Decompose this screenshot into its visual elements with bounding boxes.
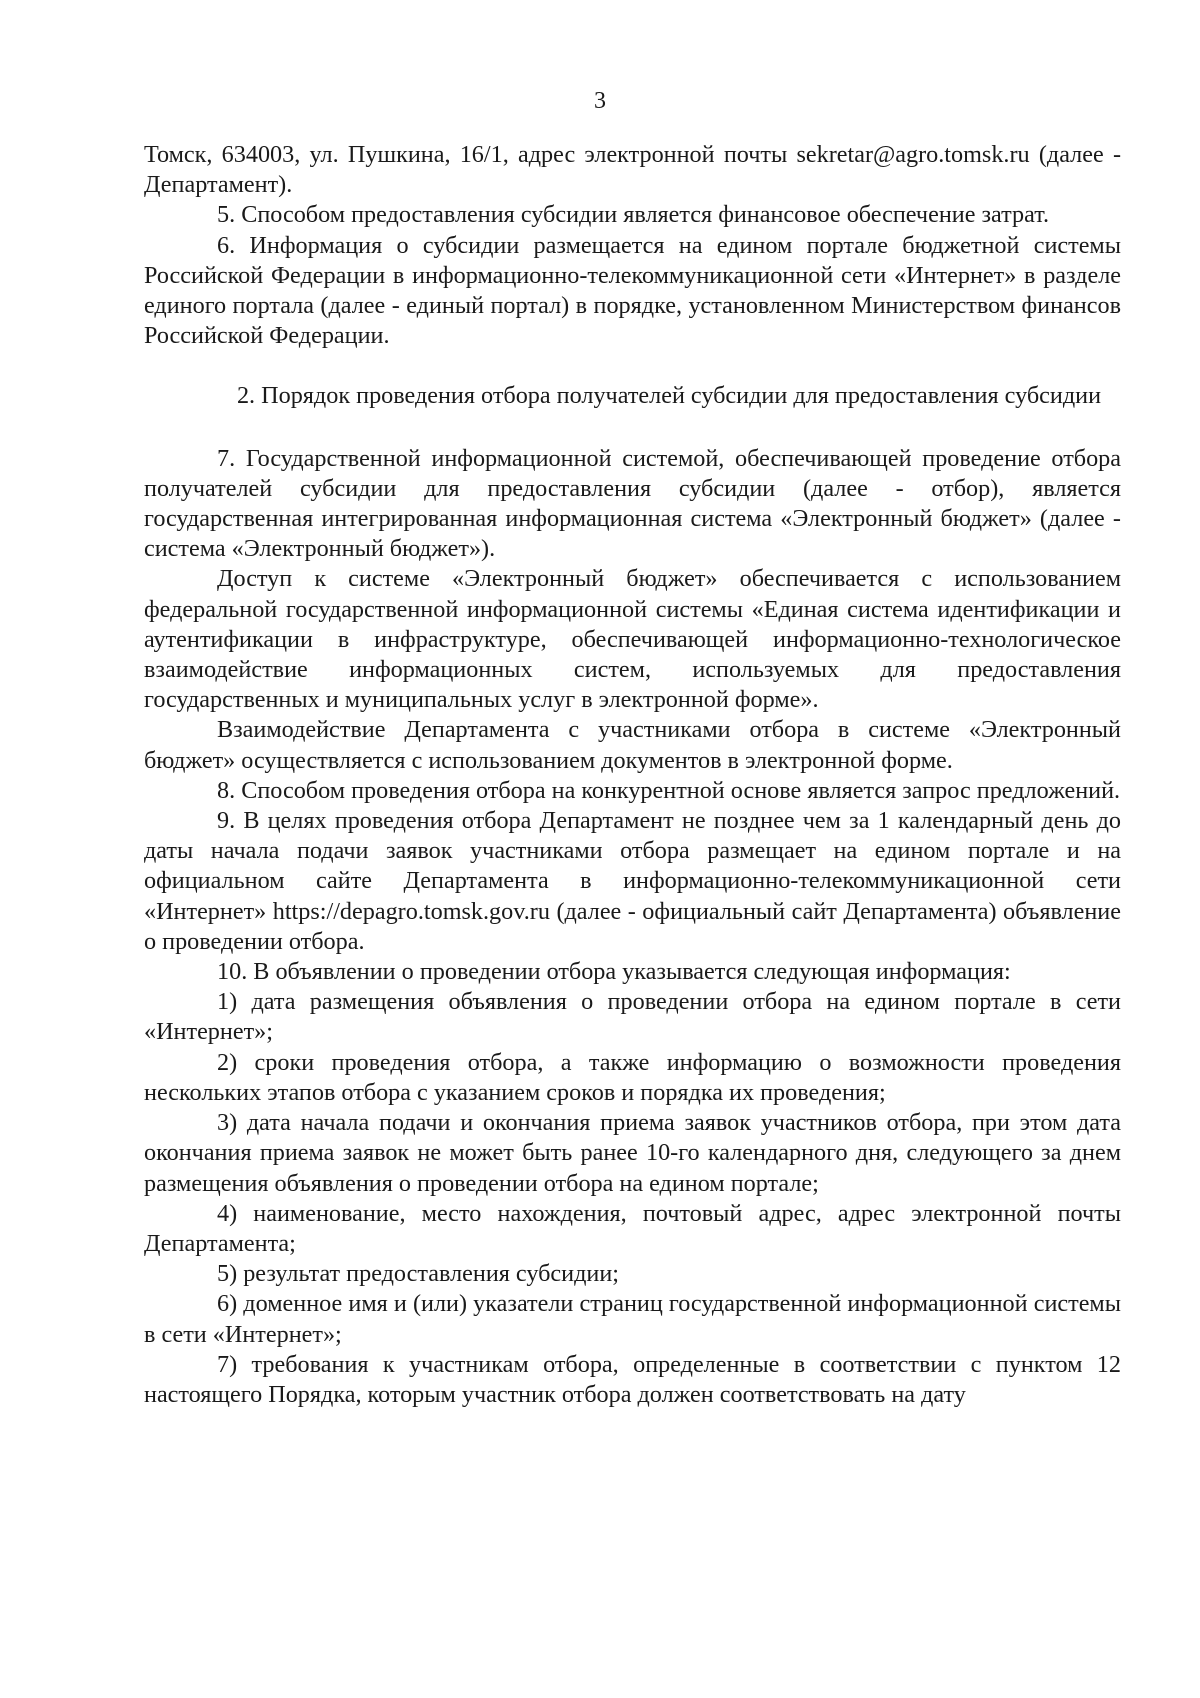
list-item-6: 6) доменное имя и (или) указатели страниц государственной информационной системы в сети «Интернет»; (144, 1290, 1121, 1348)
list-item-7: 7) требования к участникам отбора, определенные в соответствии с пунктом 12 настоящего Порядка, которым участник отбора должен соответствовать на дату (144, 1350, 1121, 1408)
section-heading: 2. Порядок проведения отбора получателей субсидии для предоставления субсидии (236, 382, 1102, 410)
paragraph-item-5: 5. Способом предоставления субсидии является финансовое обеспечение затрат. (217, 201, 1050, 229)
list-item-3: 3) дата начала подачи и окончания приема заявок участников отбора, при этом дата окончания приема заявок не может быть ранее 10-го календарного дня, следующего за днем размещения объявления о проведении отбора на едином портале; (144, 1109, 1121, 1197)
paragraph-interaction: Взаимодействие Департамента с участниками отбора в системе «Электронный бюджет» осуществляется с использованием документов в электронной форме. (144, 716, 1121, 774)
list-item-2: 2) сроки проведения отбора, а также информацию о возможности проведения нескольких этапов отбора с указанием сроков и порядка их проведения; (144, 1048, 1121, 1106)
paragraph-item-10: 10. В объявлении о проведении отбора указывается следующая информация: (217, 958, 1011, 986)
list-item-4: 4) наименование, место нахождения, почтовый адрес, адрес электронной почты Департамента; (144, 1199, 1121, 1257)
list-item-1: 1) дата размещения объявления о проведении отбора на едином портале в сети «Интернет»; (144, 988, 1121, 1046)
paragraph-item-9: 9. В целях проведения отбора Департамент не позднее чем за 1 календарный день до даты начала подачи заявок участниками отбора размещает на едином портале и на официальном сайте Департамента в информационно-телекоммуникационной сети «Интернет» https://depagro.tomsk.gov.ru (далее - официальный сайт Департамента) объявление о проведении отбора. (144, 807, 1121, 955)
list-item-5: 5) результат предоставления субсидии; (217, 1260, 620, 1288)
paragraph-item-7: 7. Государственной информационной системой, обеспечивающей проведение отбора получателей субсидии для предоставления субсидии (далее - отбор), является государственная интегрированная информационная система «Электронный бюджет» (далее - система «Электронный бюджет»). (144, 444, 1121, 563)
paragraph-item-8: 8. Способом проведения отбора на конкурентной основе является запрос предложений. (217, 776, 1121, 804)
page-number: 3 (594, 88, 606, 114)
paragraph-item-6: 6. Информация о субсидии размещается на едином портале бюджетной системы Российской Федерации в информационно-телекоммуникационной сети «Интернет» в разделе единого портала (далее - единый портал) в порядке, установленном Министерством финансов Российской Федерации. (144, 231, 1121, 350)
paragraph-access: Доступ к системе «Электронный бюджет» обеспечивается с использованием федеральной государственной информационной системы «Единая система идентификации и аутентификации в инфраструктуре, обеспечивающей информационно-технологическое взаимодействие информационных систем, используемых для предоставления государственных и муниципальных услуг в электронной форме». (144, 565, 1121, 714)
paragraph-address: Томск, 634003, ул. Пушкина, 16/1, адрес электронной почты sekretar@agro.tomsk.ru (далее - Департамент). (144, 141, 1121, 199)
document-body (144, 140, 1121, 1410)
